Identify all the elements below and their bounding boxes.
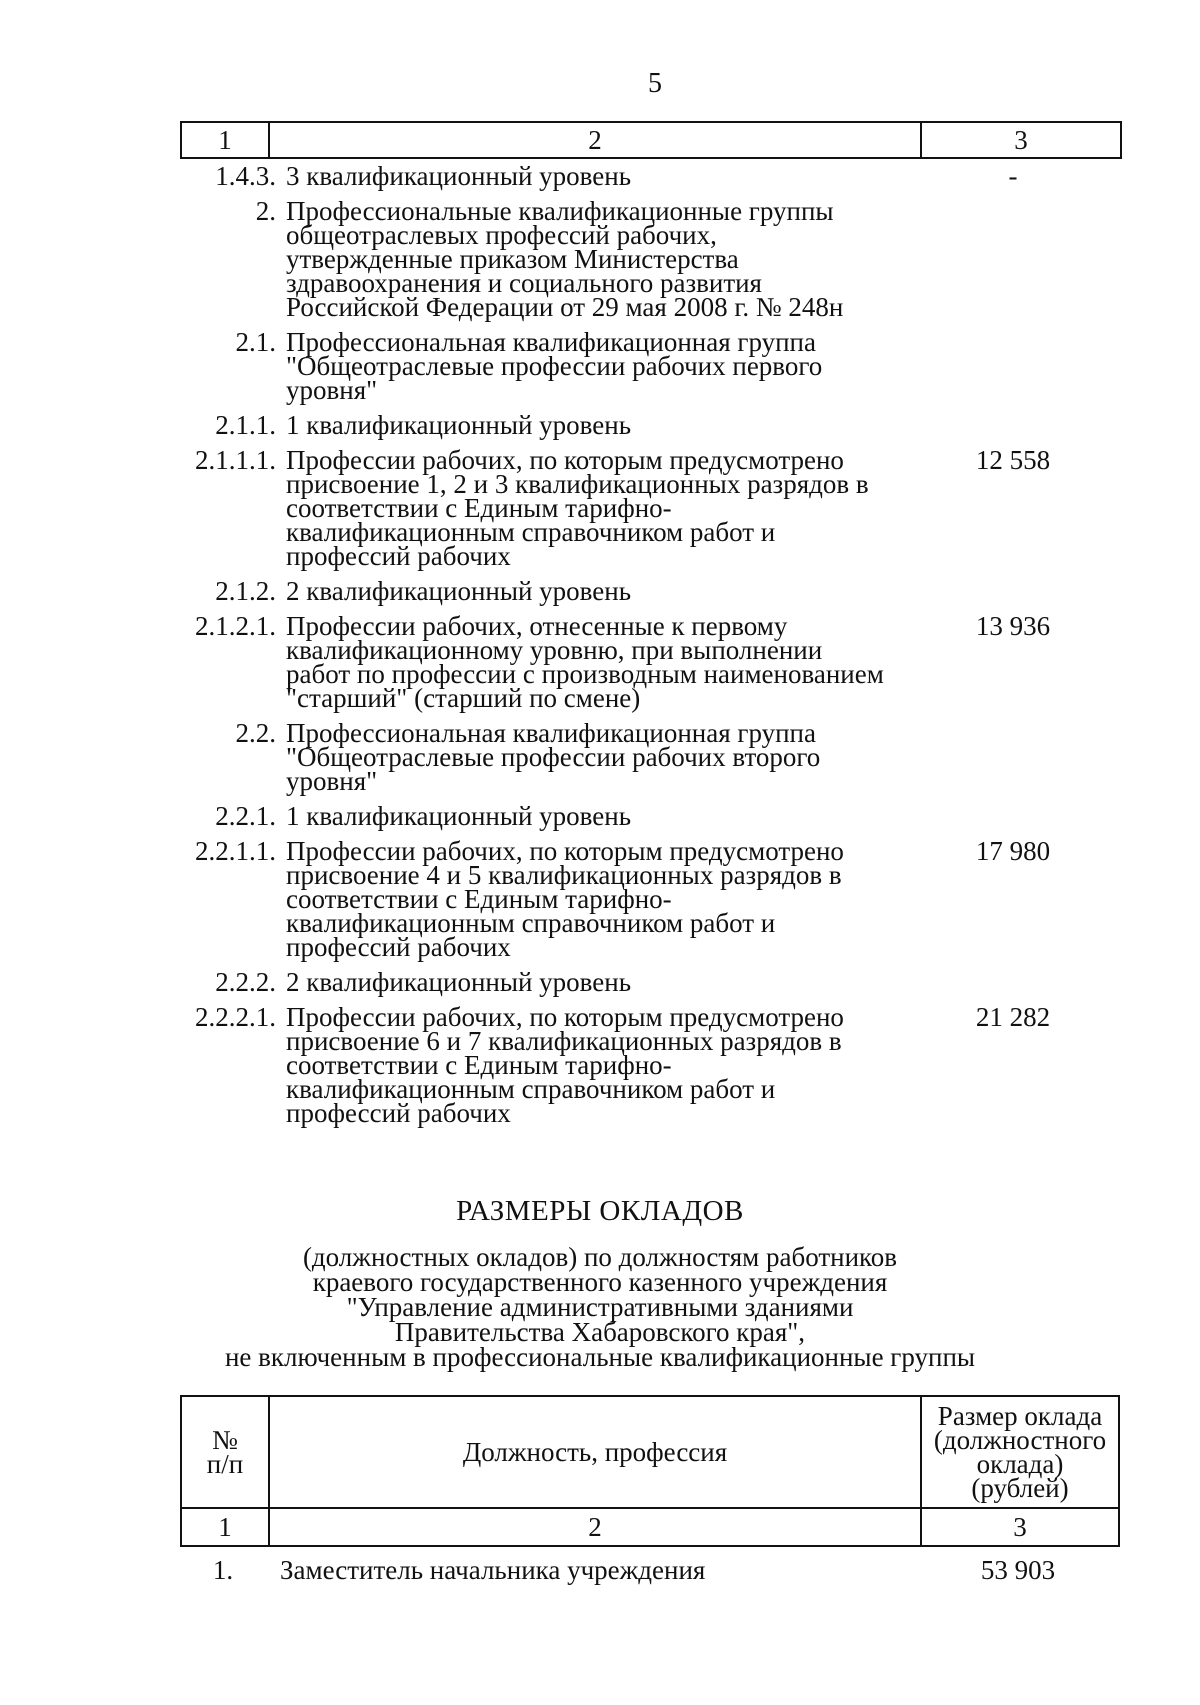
list-item xyxy=(180,1002,1120,1128)
item-number: 2.1.1.1. xyxy=(195,445,276,475)
item-text-line: Профессии рабочих, по которым предусмотрено xyxy=(286,1002,844,1032)
table-row xyxy=(180,1555,1120,1586)
item-number: 2.2.2. xyxy=(215,967,276,997)
list-item xyxy=(180,576,1120,606)
item-text xyxy=(286,1002,886,1128)
item-salary: 12 558 xyxy=(975,445,1051,475)
item-text-line: соответствии с Единым тарифно- xyxy=(286,884,672,914)
item-text-line: 2 квалификационный уровень xyxy=(286,576,632,606)
item-text-line: работ по профессии с производным наименованием xyxy=(286,659,884,689)
item-number: 2.2.1. xyxy=(215,801,276,831)
item-text xyxy=(286,196,886,322)
row-number: 1. xyxy=(212,1555,234,1585)
item-text-line: уровня" xyxy=(286,766,378,796)
row-salary: 53 903 xyxy=(980,1555,1056,1585)
item-text-line: соответствии с Единым тарифно- xyxy=(286,493,672,523)
item-text-line: 3 квалификационный уровень xyxy=(286,161,632,191)
section-subtitle xyxy=(0,1242,1200,1372)
list-item xyxy=(180,410,1120,440)
item-number: 1.4.3. xyxy=(215,161,276,191)
header-salary-line-1: Размер оклада xyxy=(937,1401,1103,1431)
item-text-line: "Общеотраслевые профессии рабочих первого xyxy=(286,351,823,381)
item-text-line: присвоение 4 и 5 квалификационных разрядов в xyxy=(286,860,842,890)
section-title: РАЗМЕРЫ ОКЛАДОВ xyxy=(456,1195,744,1227)
list-item xyxy=(180,718,1120,796)
item-number: 2.2.2.1. xyxy=(195,1002,276,1032)
row-title: Заместитель начальника учреждения xyxy=(280,1555,706,1585)
column-index-3: 3 xyxy=(921,122,1121,158)
item-text-line: профессий рабочих xyxy=(286,1098,511,1128)
table-header-position: Должность, профессия xyxy=(269,1396,921,1508)
item-text-line: утвержденные приказом Министерства xyxy=(286,244,739,274)
item-text-line: здравоохранения и социального развития xyxy=(286,268,762,298)
column-index-header xyxy=(180,121,1122,159)
column-index-1: 1 xyxy=(181,122,269,158)
list-item xyxy=(180,836,1120,962)
subtitle-line: краевого государственного казенного учреждения xyxy=(312,1267,888,1297)
item-text-line: Профессии рабочих, по которым предусмотрено xyxy=(286,836,844,866)
item-text-line: присвоение 1, 2 и 3 квалификационных разрядов в xyxy=(286,469,869,499)
table-header-salary xyxy=(921,1396,1119,1508)
table-header-number xyxy=(181,1396,269,1508)
table-index-3: 3 xyxy=(921,1508,1119,1546)
item-text-line: квалификационным справочником работ и xyxy=(286,908,776,938)
item-salary: 17 980 xyxy=(975,836,1051,866)
item-text-line: квалификационному уровню, при выполнении xyxy=(286,635,823,665)
page-number: 5 xyxy=(648,68,662,99)
item-number: 2. xyxy=(255,196,276,226)
header-salary-line-4: (рублей) xyxy=(971,1473,1069,1503)
item-text xyxy=(286,410,886,440)
item-text-line: 1 квалификационный уровень xyxy=(286,410,632,440)
item-text xyxy=(286,718,886,796)
item-text-line: Профессиональная квалификационная группа xyxy=(286,327,816,357)
column-index-2: 2 xyxy=(269,122,921,158)
list-item xyxy=(180,801,1120,831)
list-item xyxy=(180,967,1120,997)
qualification-rows xyxy=(180,161,1120,1136)
item-text-line: общеотраслевых профессий рабочих, xyxy=(286,220,717,250)
item-text xyxy=(286,836,886,962)
item-text xyxy=(286,327,886,405)
item-text xyxy=(286,611,886,713)
subtitle-line: не включенным в профессиональные квалификационные группы xyxy=(224,1342,976,1372)
item-text-line: Профессии рабочих, по которым предусмотрено xyxy=(286,445,844,475)
item-number: 2.1.2.1. xyxy=(195,611,276,641)
item-number: 2.1. xyxy=(235,327,276,357)
item-text-line: профессий рабочих xyxy=(286,932,511,962)
item-salary: 13 936 xyxy=(975,611,1051,641)
header-number-abbr: п/п xyxy=(206,1449,244,1479)
item-text-line: уровня" xyxy=(286,375,378,405)
header-salary-line-3: оклада) xyxy=(976,1449,1064,1479)
subtitle-line: (должностных окладов) по должностям работников xyxy=(302,1242,898,1272)
item-text-line: присвоение 6 и 7 квалификационных разрядов в xyxy=(286,1026,842,1056)
item-text-line: Профессии рабочих, отнесенные к первому xyxy=(286,611,788,641)
item-text-line: профессий рабочих xyxy=(286,541,511,571)
item-number: 2.1.1. xyxy=(215,410,276,440)
item-text-line: 1 квалификационный уровень xyxy=(286,801,632,831)
list-item xyxy=(180,327,1120,405)
item-text-line: Профессиональная квалификационная группа xyxy=(286,718,816,748)
list-item xyxy=(180,445,1120,571)
item-text-line: Профессиональные квалификационные группы xyxy=(286,196,834,226)
item-text-line: квалификационным справочником работ и xyxy=(286,517,776,547)
subtitle-line: "Управление административными зданиями xyxy=(346,1292,854,1322)
item-text-line: квалификационным справочником работ и xyxy=(286,1074,776,1104)
item-text xyxy=(286,967,886,997)
item-text xyxy=(286,576,886,606)
item-salary: 21 282 xyxy=(975,1002,1051,1032)
list-item xyxy=(180,161,1120,191)
item-text-line: 2 квалификационный уровень xyxy=(286,967,632,997)
salary-table xyxy=(180,1395,1120,1547)
item-text xyxy=(286,161,886,191)
list-item xyxy=(180,611,1120,713)
item-number: 2.2.1.1. xyxy=(195,836,276,866)
item-text-line: Российской Федерации от 29 мая 2008 г. № 248н xyxy=(286,292,844,322)
header-number-sign: № xyxy=(212,1425,238,1455)
item-text-line: "старший" (старший по смене) xyxy=(286,683,641,713)
item-number: 2.2. xyxy=(235,718,276,748)
item-text xyxy=(286,445,886,571)
table-index-1: 1 xyxy=(181,1508,269,1546)
table-index-2: 2 xyxy=(269,1508,921,1546)
header-salary-line-2: (должностного xyxy=(933,1425,1107,1455)
item-text-line: "Общеотраслевые профессии рабочих второго xyxy=(286,742,821,772)
item-number: 2.1.2. xyxy=(215,576,276,606)
list-item xyxy=(180,196,1120,322)
item-text-line: соответствии с Единым тарифно- xyxy=(286,1050,672,1080)
item-text xyxy=(286,801,886,831)
item-salary: - xyxy=(1008,161,1018,191)
subtitle-line: Правительства Хабаровского края", xyxy=(394,1317,806,1347)
